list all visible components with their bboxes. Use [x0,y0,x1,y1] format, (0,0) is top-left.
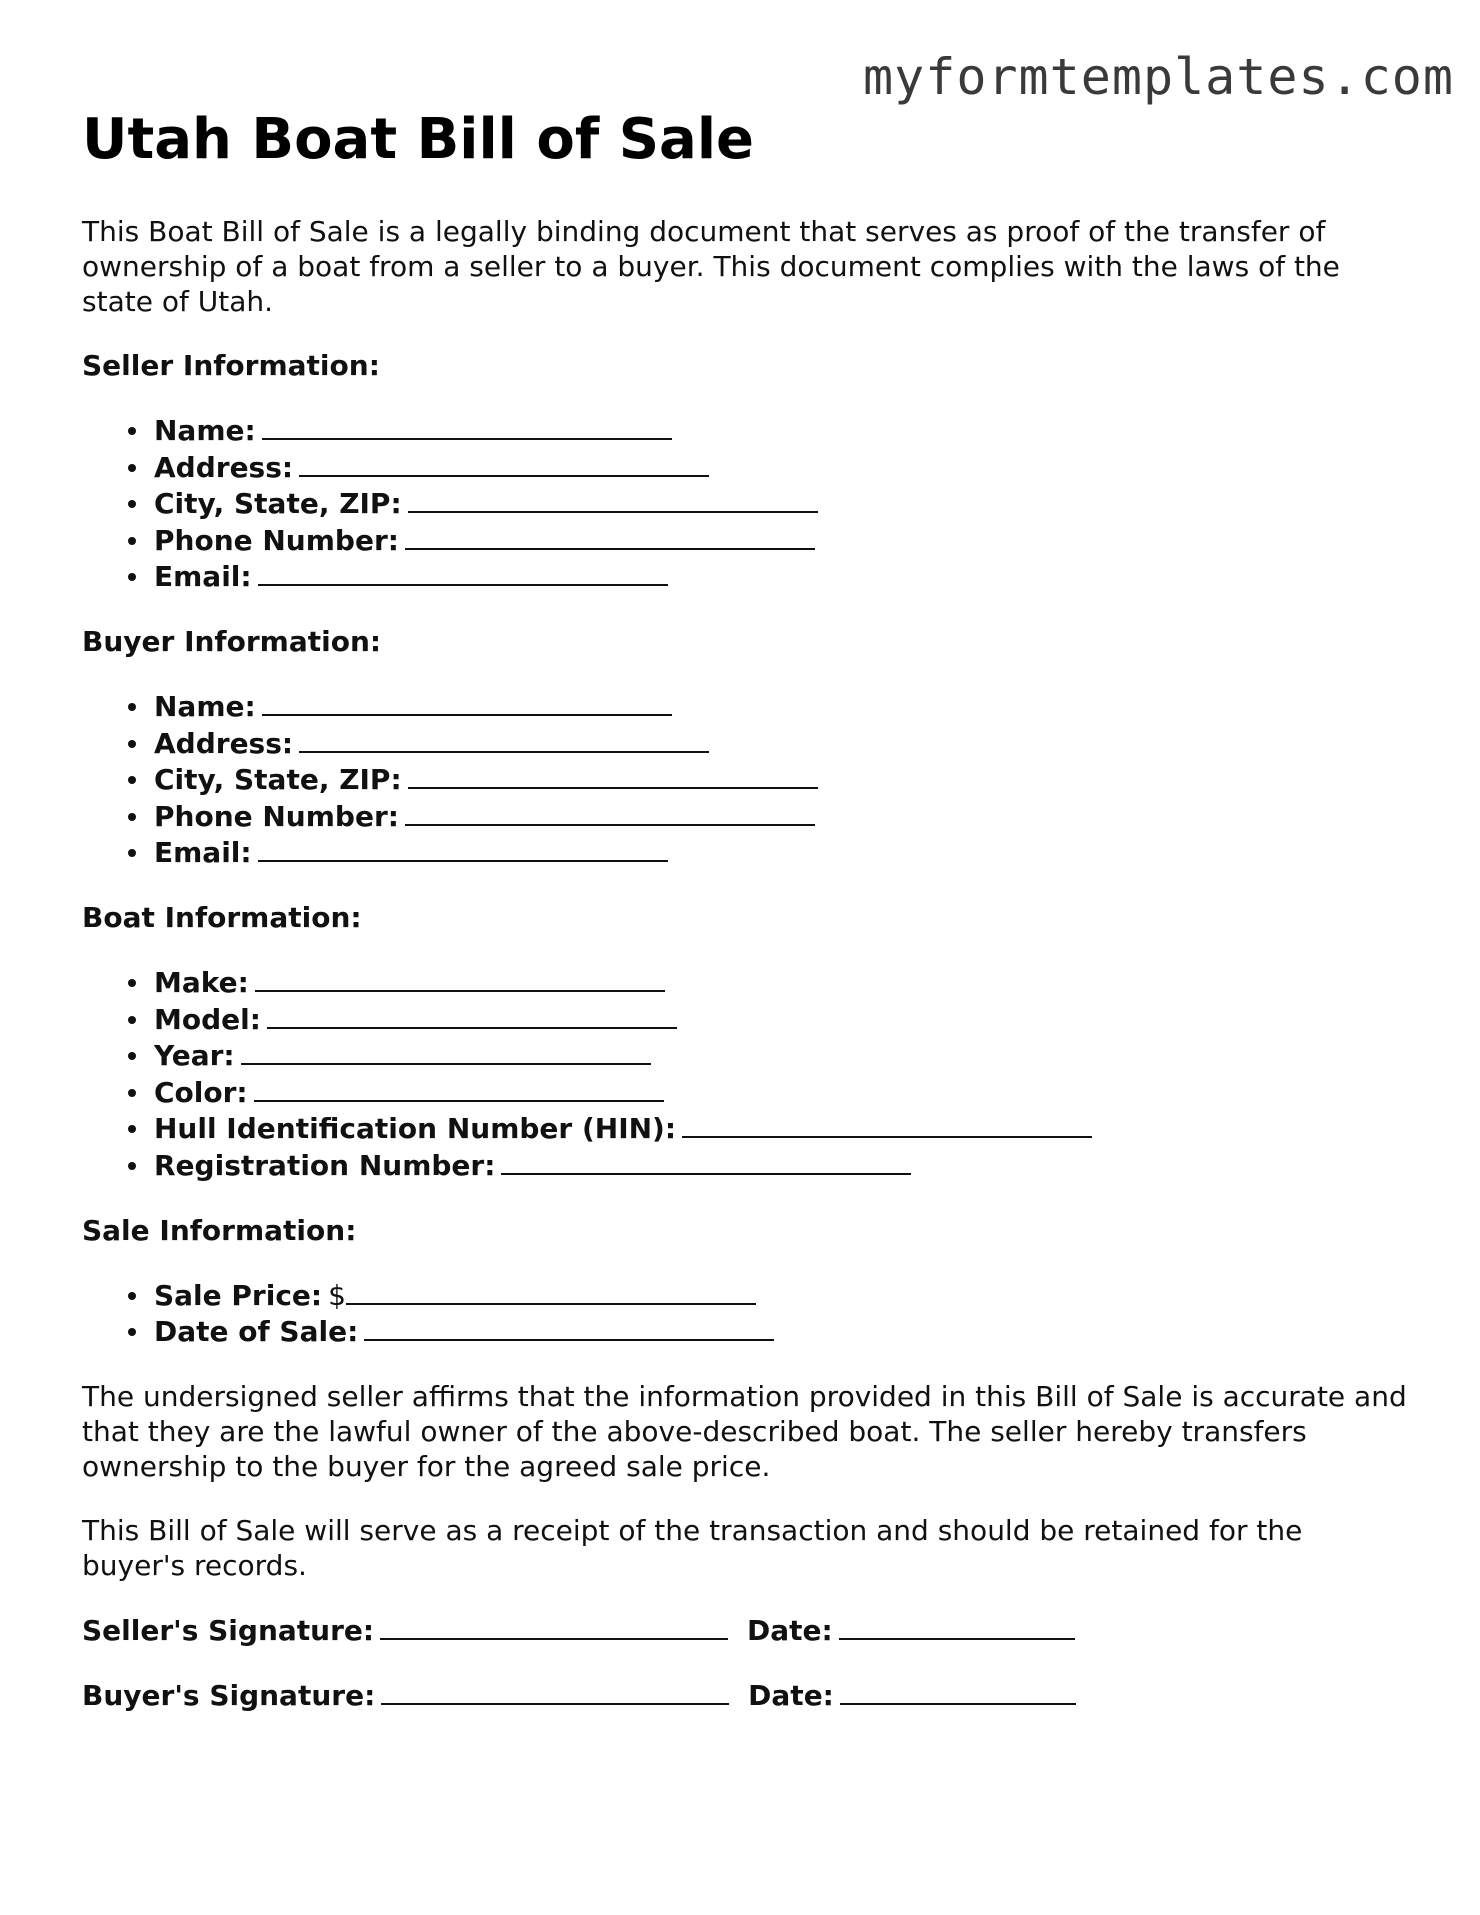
seller-name-label: Name: [154,414,256,447]
document-body [82,100,1412,1713]
sale-field-list [82,1277,1412,1350]
buyer-email-label: Email: [154,836,252,870]
buyer-city-field [154,761,1412,798]
sale-date-label: Date of Sale: [154,1315,359,1349]
seller-email-label: Email: [154,560,252,594]
boat-registration-label: Registration Number: [154,1148,496,1182]
boat-color-field [154,1074,1412,1111]
seller-city-blank[interactable] [408,485,818,513]
boat-model-field [154,1001,1412,1038]
document-title: Utah Boat Bill of Sale [82,107,754,172]
seller-field-list [82,412,1412,595]
boat-color-label: Color: [154,1075,248,1109]
buyer-city-blank[interactable] [408,761,818,789]
boat-color-blank[interactable] [254,1074,664,1102]
seller-address-label: Address: [154,450,294,484]
boat-make-label: Make: [154,965,249,999]
seller-email-field [154,558,1412,595]
buyer-email-field [154,834,1412,871]
dollar-sign: $ [328,1278,346,1312]
buyer-name-field [154,688,1412,725]
intro-paragraph: This Boat Bill of Sale is a legally binding document that serves as proof of the transfer of ownership of a boat from a seller to a buyer. This document complies with the laws of the state of Utah. [82,215,1340,318]
affirmation-paragraph: The undersigned seller affirms that the information provided in this Bill of Sale is accurate and that they are the lawful owner of the above-described boat. The seller hereby transfers ownership to the buyer for the agreed sale price. [82,1379,1407,1483]
seller-phone-blank[interactable] [405,522,815,550]
boat-make-blank[interactable] [255,964,665,992]
buyer-field-list [82,688,1412,871]
buyer-signature-line [82,1677,1412,1713]
buyer-phone-label: Phone Number: [154,799,399,833]
buyer-address-field [154,725,1412,762]
buyer-address-blank[interactable] [299,725,709,753]
boat-model-label: Model: [154,1002,261,1036]
buyer-signature-label: Buyer's Signature: [82,1678,376,1712]
seller-phone-field [154,522,1412,559]
boat-registration-blank[interactable] [501,1147,911,1175]
seller-email-blank[interactable] [258,558,668,586]
seller-section-heading: Seller Information: [82,349,380,382]
seller-name-blank[interactable] [262,412,672,440]
buyer-signature-blank[interactable] [381,1677,729,1705]
boat-year-label: Year: [154,1039,235,1073]
boat-model-blank[interactable] [267,1001,677,1029]
buyer-city-label: City, State, ZIP: [154,763,402,797]
seller-name-field [154,412,1412,449]
buyer-phone-blank[interactable] [405,798,815,826]
buyer-address-label: Address: [154,726,294,760]
watermark-text: myformtemplates.com [863,48,1454,106]
seller-date-blank[interactable] [839,1612,1075,1640]
seller-phone-label: Phone Number: [154,523,399,557]
sale-price-label: Sale Price: [154,1278,323,1312]
sale-price-blank[interactable] [346,1277,756,1305]
sale-price-field [154,1277,1412,1314]
boat-make-field [154,964,1412,1001]
boat-field-list [82,964,1412,1184]
seller-date-label: Date: [747,1613,833,1647]
boat-section-heading: Boat Information: [82,900,362,934]
seller-signature-blank[interactable] [380,1612,728,1640]
buyer-date-label: Date: [748,1678,834,1712]
buyer-phone-field [154,798,1412,835]
seller-city-label: City, State, ZIP: [154,487,402,521]
buyer-email-blank[interactable] [258,834,668,862]
buyer-date-blank[interactable] [840,1677,1076,1705]
seller-signature-label: Seller's Signature: [82,1613,375,1647]
boat-hin-label: Hull Identification Number (HIN): [154,1112,677,1146]
buyer-name-label: Name: [154,689,256,723]
seller-city-field [154,485,1412,522]
seller-signature-line [82,1612,1412,1648]
buyer-name-blank[interactable] [262,688,672,716]
boat-hin-blank[interactable] [682,1110,1092,1138]
seller-address-field [154,449,1412,486]
receipt-paragraph: This Bill of Sale will serve as a receipt of the transaction and should be retained for the buyer's records. [82,1513,1303,1582]
boat-year-blank[interactable] [241,1037,651,1065]
buyer-section-heading: Buyer Information: [82,624,382,658]
boat-year-field [154,1037,1412,1074]
sale-date-field [154,1313,1412,1350]
sale-section-heading: Sale Information: [82,1213,357,1247]
boat-registration-field [154,1147,1412,1184]
seller-address-blank[interactable] [299,449,709,477]
boat-hin-field [154,1110,1412,1147]
sale-date-blank[interactable] [364,1313,774,1341]
